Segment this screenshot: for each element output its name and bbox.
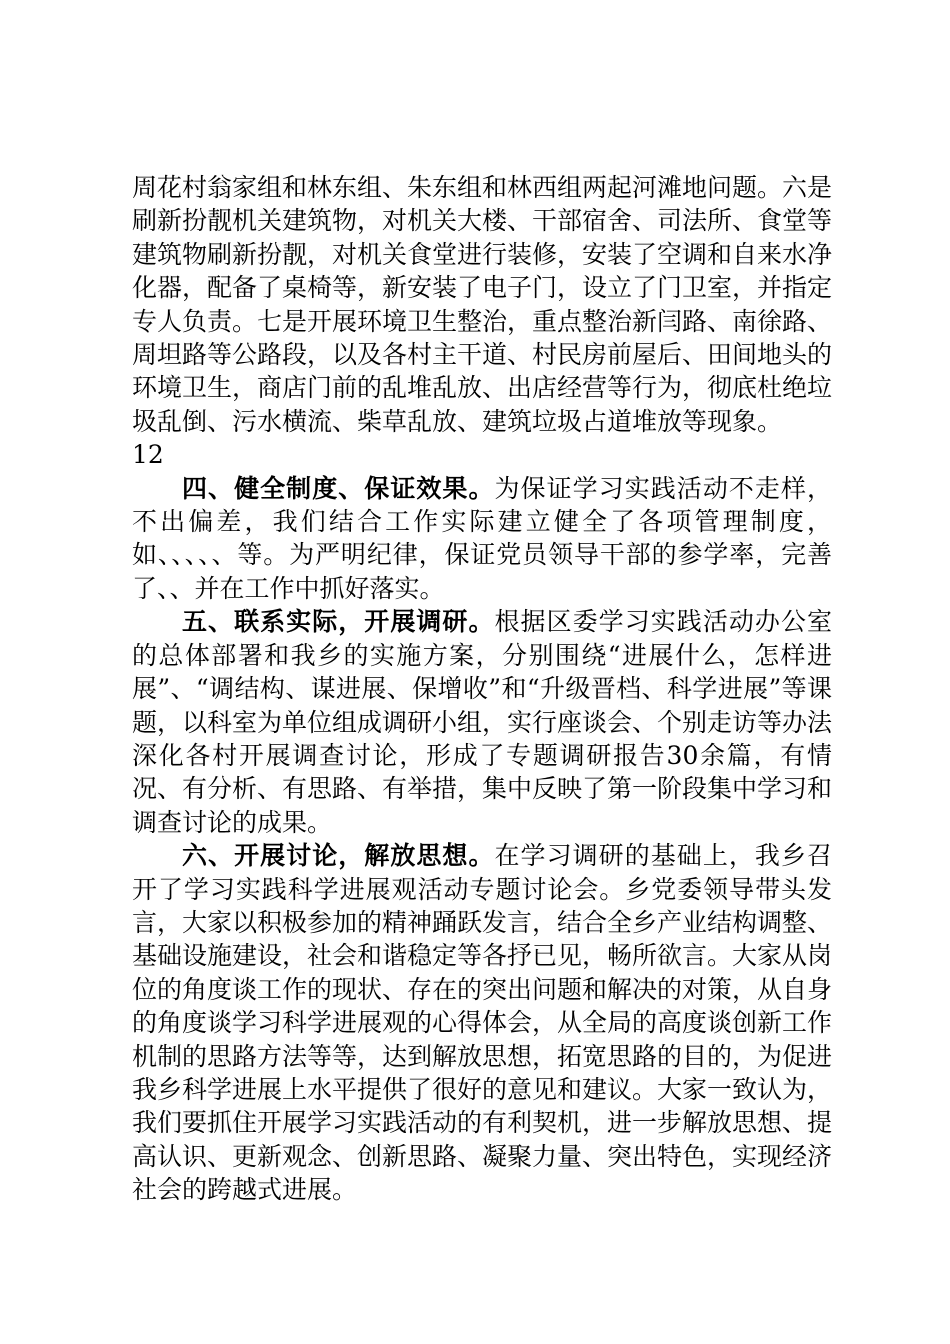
section-body-6: 在学习调研的基础上，我乡召开了学习实践科学进展观活动专题讨论会。乡党委领导带头发言，大家以积极参加的精神踊跃发言，结合全乡产业结构调整、基础设施建设，社会和谐稳定等各抒已见，畅所欲言。大家从岗位的角度谈工作的现状、存在的突出问题和解决的对策，从自身的角度谈学习科学进展观的心得体会，从全局的高度谈创新工作机制的思路方法等等，达到解放思想，拓宽思路的目的，为促进我乡科学进展上水平提供了很好的意见和建议。大家一致认为，我们要抓住开展学习实践活动的有利契机，进一步解放思想、提高认识、更新观念、创新思路、凝聚力量、突出特色，实现经济社会的跨越式进展。 [132, 841, 833, 1205]
page-number: 12 [132, 440, 164, 470]
section-heading-6: 六、开展讨论，解放思想。 [182, 841, 495, 871]
section-body-4: 为保证学习实践活动不走样，不出偏差，我们结合工作实际建立健全了各项管理制度，如、、、、、等。为严明纪律，保证党员领导干部的参学率，完善了、、并在工作中抓好落实。 [132, 473, 832, 603]
section-body-5: 根据区委学习实践活动办公室的总体部署和我乡的实施方案，分别围绕“进展什么，怎样进展”、“调结构、谋进展、保增收”和“升级晋档、科学进展”等课题，以科室为单位组成调研小组，实行座谈会、个别走访等办法深化各村开展调查讨论，形成了专题调研报告30余篇，有情况、有分析、有思路、有举措，集中反映了第一阶段集中学习和调查讨论的成果。 [132, 607, 833, 837]
section-heading-4: 四、健全制度、保证效果。 [182, 473, 495, 503]
document-page [132, 171, 832, 1207]
paragraph-section-6 [132, 839, 832, 1206]
paragraph-section-5 [132, 605, 832, 839]
paragraph-continuation: 周花村翁家组和林东组、朱东组和林西组两起河滩地问题。六是刷新扮靓机关建筑物，对机关大楼、干部宿舍、司法所、食堂等建筑物刷新扮靓，对机关食堂进行装修，安装了空调和自来水净化器，配备了桌椅等，新安装了电子门，设立了门卫室，并指定专人负责。七是开展环境卫生整治，重点整治新闫路、南徐路、周坦路等公路段，以及各村主干道、村民房前屋后、田间地头的环境卫生，商店门前的乱堆乱放、出店经营等行为，彻底杜绝垃圾乱倒、污水横流、柴草乱放、建筑垃圾占道堆放等现象。 [132, 173, 833, 436]
section-heading-5: 五、联系实际，开展调研。 [182, 607, 495, 637]
paragraph-section-4 [132, 472, 832, 606]
